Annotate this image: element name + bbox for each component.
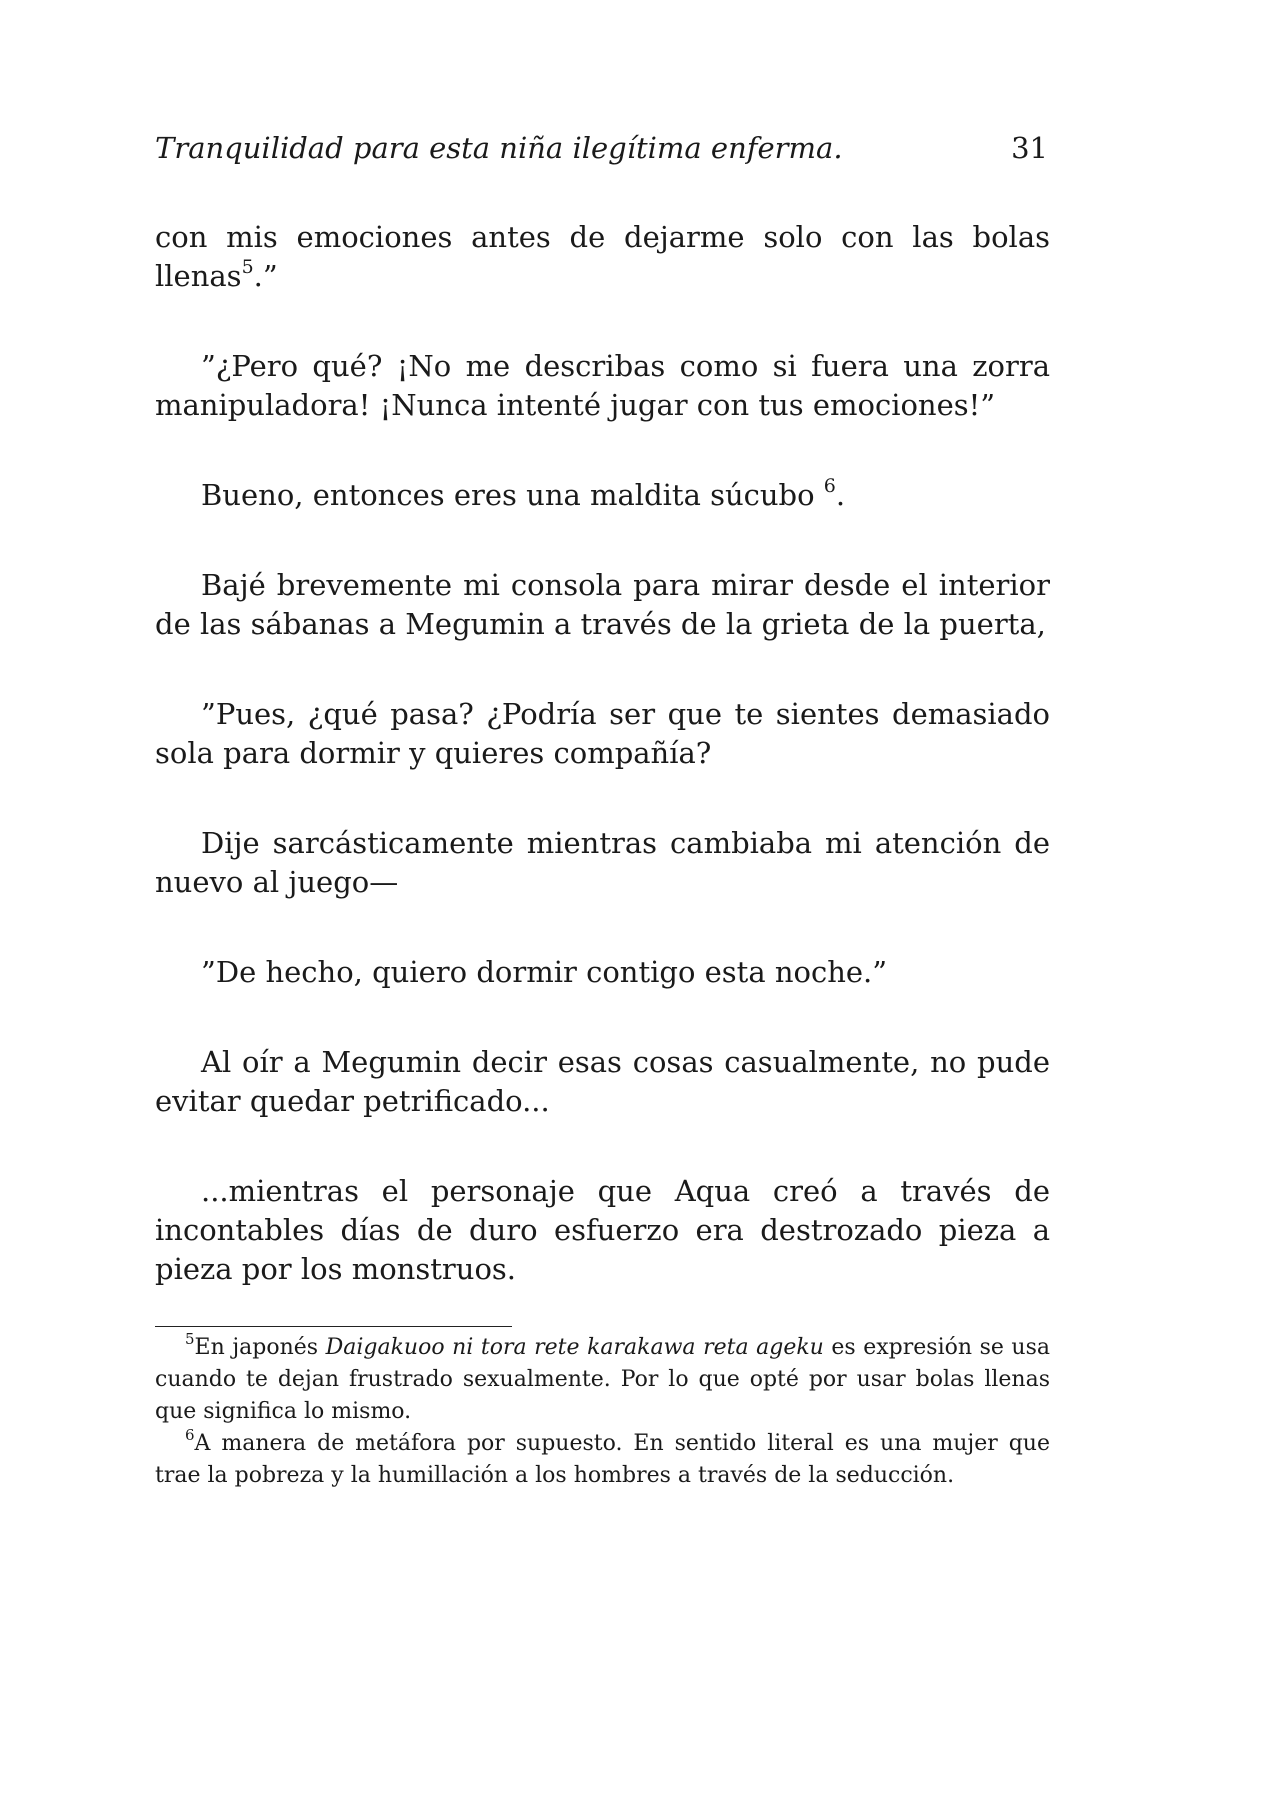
paragraph-2 (155, 347, 1050, 425)
footnote-ref-5: 5 (241, 256, 254, 278)
body-text (155, 218, 1050, 1289)
paragraph-7 (155, 953, 1050, 992)
footnote-6 (155, 1428, 1050, 1492)
footnotes (155, 1332, 1050, 1492)
paragraph-text: ”¿Pero qué? ¡No me describas como si fuera una zorra manipuladora! ¡Nunca intenté jugar con tus emociones!” (155, 349, 1050, 422)
paragraph-text: con mis emociones antes de dejarme solo con las bolas llenas (155, 220, 1050, 293)
paragraph-text: Bueno, entonces eres una maldita súcubo (201, 478, 824, 512)
footnote-number: 6 (185, 1426, 195, 1444)
running-title: Tranquilidad para esta niña ilegítima enferma. (155, 131, 843, 165)
paragraph-text: Bajé brevemente mi consola para mirar desde el interior de las sábanas a Megumin a través de la grieta de la puerta, (155, 568, 1050, 641)
paragraph-4 (155, 566, 1050, 644)
paragraph-9 (155, 1172, 1050, 1289)
footnote-5 (155, 1332, 1050, 1428)
paragraph-1 (155, 218, 1050, 296)
footnote-text: A manera de metáfora por supuesto. En sentido literal es una mujer que trae la pobreza y la humillación a los hombres a través de la seducción. (155, 1431, 1050, 1488)
paragraph-tail: . (835, 478, 846, 512)
paragraph-5 (155, 695, 1050, 773)
footnote-text: En japonés (194, 1335, 326, 1360)
footnote-number: 5 (185, 1330, 195, 1348)
running-header (155, 128, 1050, 168)
paragraph-tail: .” (253, 259, 278, 293)
page-number: 31 (1011, 131, 1048, 165)
paragraph-text: Dije sarcásticamente mientras cambiaba mi atención de nuevo al juego— (155, 826, 1050, 899)
paragraph-text: ...mientras el personaje que Aqua creó a través de incontables días de duro esfuerzo era destrozado pieza a pieza por los monstruos. (155, 1174, 1050, 1286)
paragraph-text: ”De hecho, quiero dormir contigo esta noche.” (201, 955, 888, 989)
paragraph-text: Al oír a Megumin decir esas cosas casualmente, no pude evitar quedar petrificado... (155, 1045, 1050, 1118)
footnote-divider (155, 1326, 512, 1327)
paragraph-8 (155, 1043, 1050, 1121)
footnote-ref-6: 6 (823, 475, 836, 497)
paragraph-6 (155, 824, 1050, 902)
footnote-text: es expresión se usa cuando te dejan frustrado sexualmente. Por lo que opté por usar bolas llenas que significa lo mismo. (155, 1335, 1051, 1424)
paragraph-text: ”Pues, ¿qué pasa? ¿Podría ser que te sientes demasiado sola para dormir y quieres compañía? (155, 697, 1050, 770)
footnote-italic-term: Daigakuoo ni tora rete karakawa reta ageku (325, 1335, 824, 1360)
paragraph-3 (155, 476, 1050, 515)
